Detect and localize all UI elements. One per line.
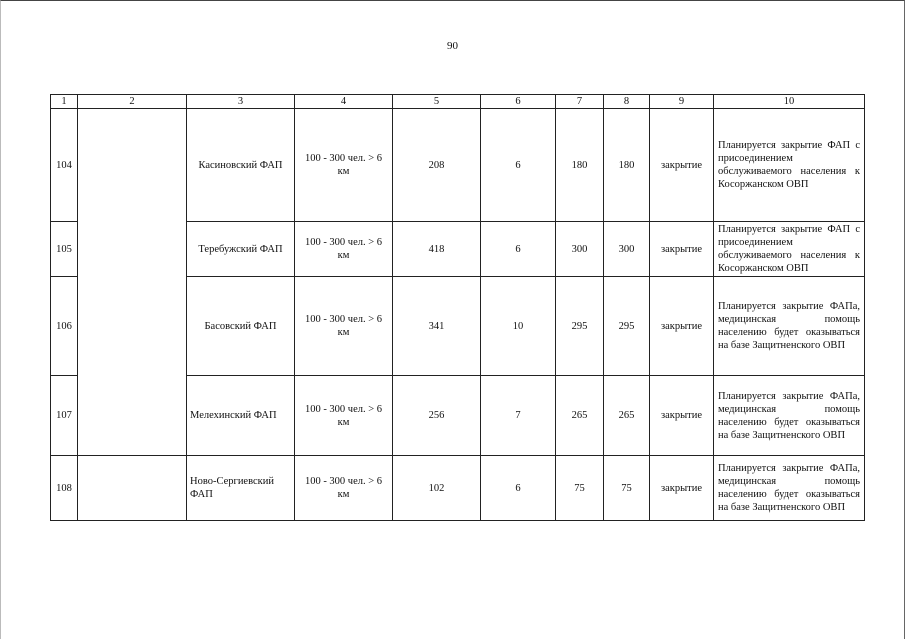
header-cell: 6 [481,95,556,109]
value-cell: 75 [556,456,604,521]
criteria-cell: 100 - 300 чел. > 6 км [295,109,393,222]
row-number: 105 [51,222,78,277]
criteria-cell: 100 - 300 чел. > 6 км [295,376,393,456]
criteria-cell: 100 - 300 чел. > 6 км [295,222,393,277]
value-cell: 7 [481,376,556,456]
value-cell: 180 [604,109,650,222]
value-cell: 6 [481,109,556,222]
note-cell: Планируется закрытие ФАПа, медицинская помощь населению будет оказываться на базе Защитненского ОВП [714,277,865,376]
row-number: 104 [51,109,78,222]
table-row [51,456,865,521]
value-cell: 75 [604,456,650,521]
district-cell [78,109,187,456]
criteria-cell: 100 - 300 чел. > 6 км [295,456,393,521]
action-cell: закрытие [650,376,714,456]
value-cell: 180 [556,109,604,222]
header-cell: 7 [556,95,604,109]
header-cell: 9 [650,95,714,109]
facility-name: Теребужский ФАП [187,222,295,277]
value-cell: 102 [393,456,481,521]
note-cell: Планируется закрытие ФАП с присоединением обслуживаемого населения к Косоржанском ОВП [714,109,865,222]
value-cell: 300 [556,222,604,277]
district-cell [78,456,187,521]
action-cell: закрытие [650,456,714,521]
value-cell: 295 [556,277,604,376]
row-number: 106 [51,277,78,376]
row-number: 108 [51,456,78,521]
facility-name: Мелехинский ФАП [187,376,295,456]
value-cell: 208 [393,109,481,222]
page-number: 90 [447,40,458,52]
header-cell: 10 [714,95,865,109]
value-cell: 6 [481,456,556,521]
value-cell: 341 [393,277,481,376]
note-cell: Планируется закрытие ФАП с присоединением обслуживаемого населения к Косоржанском ОВП [714,222,865,277]
value-cell: 256 [393,376,481,456]
facility-name: Касиновский ФАП [187,109,295,222]
note-cell: Планируется закрытие ФАПа, медицинская помощь населению будет оказываться на базе Защитненского ОВП [714,376,865,456]
value-cell: 10 [481,277,556,376]
table-row [51,109,865,222]
facilities-table [50,94,865,521]
value-cell: 300 [604,222,650,277]
criteria-cell: 100 - 300 чел. > 6 км [295,277,393,376]
header-cell: 2 [78,95,187,109]
note-cell: Планируется закрытие ФАПа, медицинская помощь населению будет оказываться на базе Защитненского ОВП [714,456,865,521]
header-cell: 8 [604,95,650,109]
facility-name: Ново-Сергиевский ФАП [187,456,295,521]
value-cell: 418 [393,222,481,277]
header-cell: 5 [393,95,481,109]
facility-name: Басовский ФАП [187,277,295,376]
action-cell: закрытие [650,222,714,277]
header-cell: 4 [295,95,393,109]
value-cell: 265 [604,376,650,456]
header-cell: 3 [187,95,295,109]
value-cell: 6 [481,222,556,277]
value-cell: 265 [556,376,604,456]
header-row [51,95,865,109]
action-cell: закрытие [650,277,714,376]
row-number: 107 [51,376,78,456]
value-cell: 295 [604,277,650,376]
action-cell: закрытие [650,109,714,222]
header-cell: 1 [51,95,78,109]
